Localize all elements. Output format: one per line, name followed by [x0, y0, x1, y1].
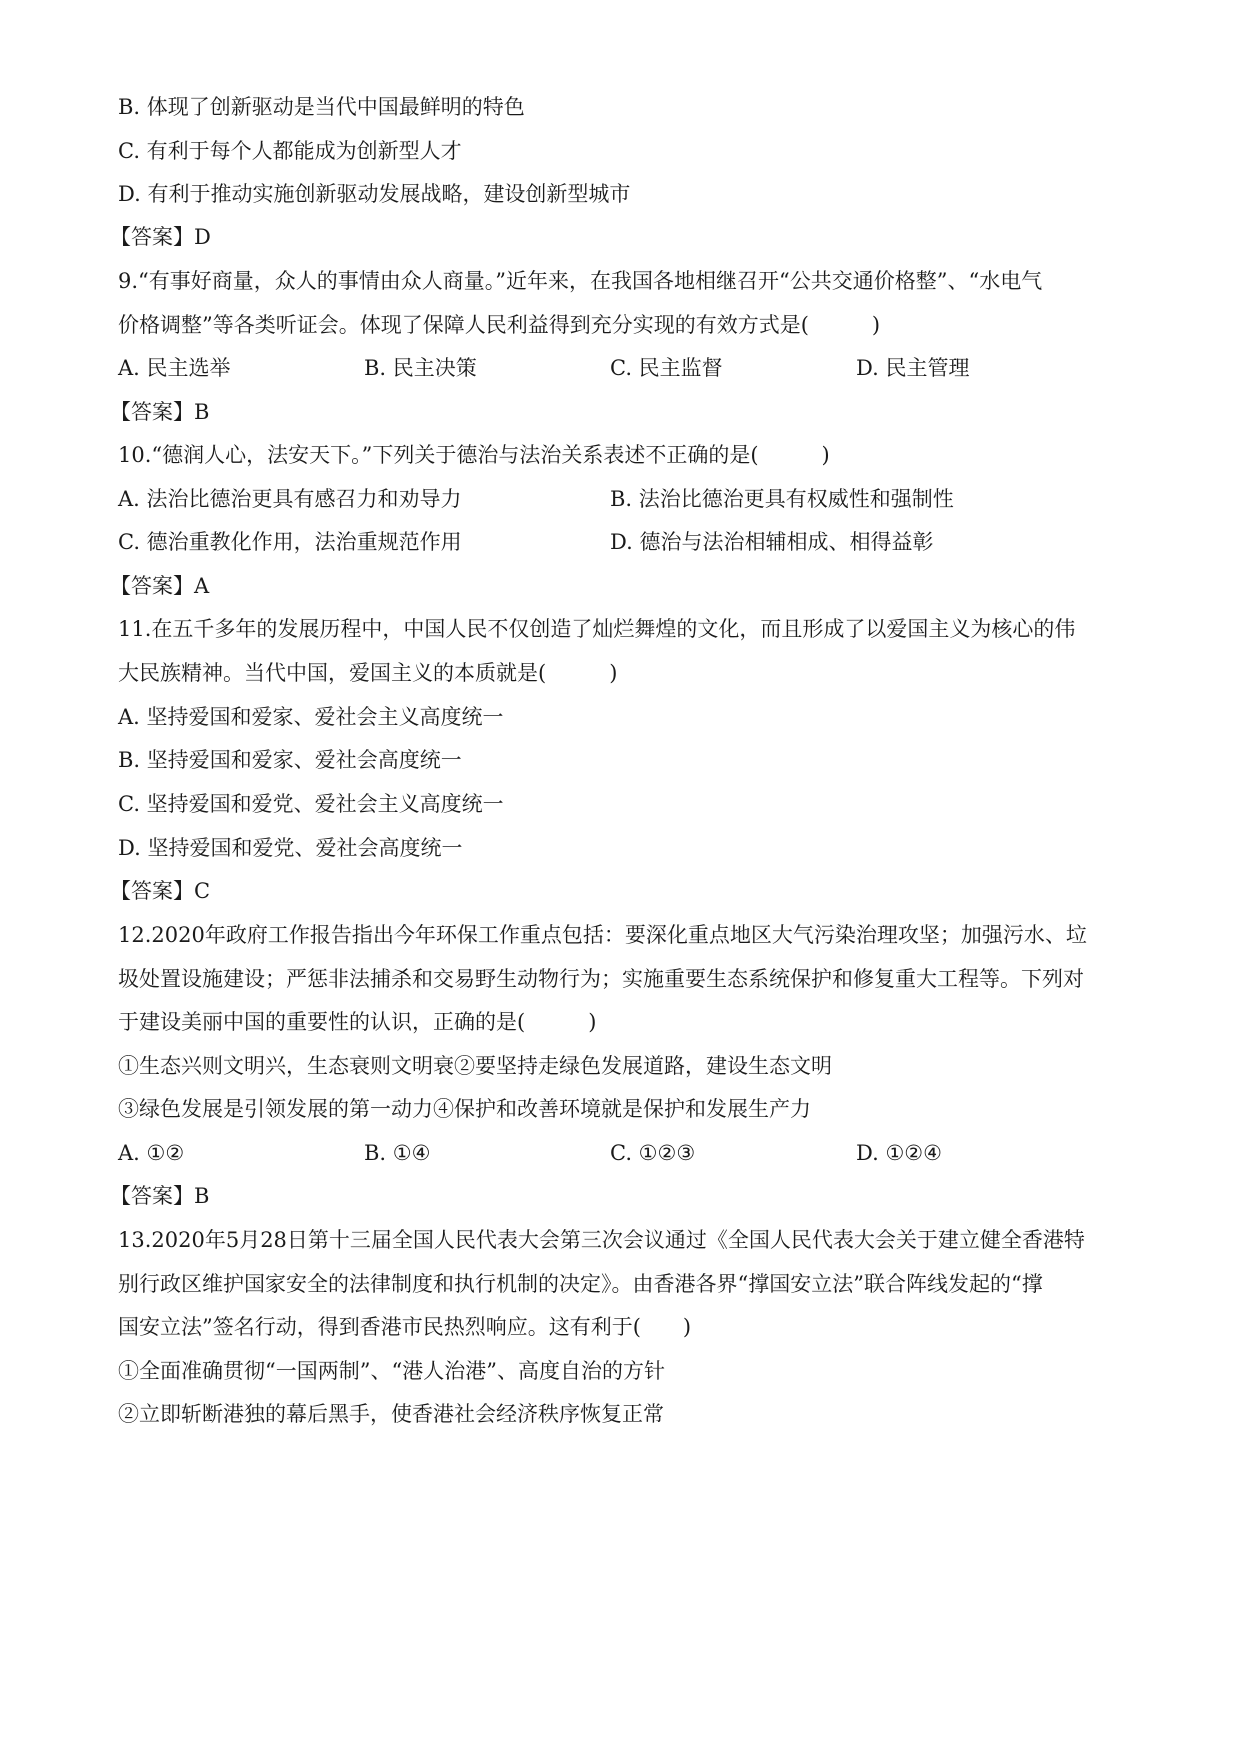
- q8-option-b: B. 体现了创新驱动是当代中国最鲜明的特色: [118, 95, 525, 119]
- q12-option-d: D. ①②④: [856, 1141, 942, 1165]
- q12-stem-line2: 圾处置设施建设；严惩非法捕杀和交易野生动物行为；实施重要生态系统保护和修复重大工程等。下列对: [118, 967, 1084, 991]
- q11-option-a: A. 坚持爱国和爱家、爱社会主义高度统一: [118, 705, 504, 729]
- q9-answer: 【答案】B: [110, 400, 210, 424]
- q12-option-b: B. ①④: [364, 1141, 431, 1165]
- q10-option-a: A. 法治比德治更具有感召力和劝导力: [118, 487, 462, 511]
- q11-option-d: D. 坚持爱国和爱党、爱社会高度统一: [118, 836, 463, 860]
- q9-stem-line1: 9.“有事好商量，众人的事情由众人商量。”近年来，在我国各地相继召开“公共交通价格整”、“水电气: [118, 269, 1043, 293]
- q9-option-d: D. 民主管理: [856, 356, 970, 380]
- q9-option-c: C. 民主监督: [610, 356, 723, 380]
- q11-stem-line2: 大民族精神。当代中国，爱国主义的本质就是( ): [118, 661, 618, 685]
- q11-option-c: C. 坚持爱国和爱党、爱社会主义高度统一: [118, 792, 504, 816]
- q12-stem-line1: 12.2020年政府工作报告指出今年环保工作重点包括：要深化重点地区大气污染治理攻坚；加强污水、垃: [118, 923, 1087, 947]
- q13-statement-line2: ②立即斩断港独的幕后黑手，使香港社会经济秩序恢复正常: [118, 1402, 664, 1426]
- q12-option-c: C. ①②③: [610, 1141, 696, 1165]
- q8-answer: 【答案】D: [110, 225, 211, 249]
- q8-option-c: C. 有利于每个人都能成为创新型人才: [118, 139, 462, 163]
- q12-answer: 【答案】B: [110, 1184, 210, 1208]
- q12-option-a: A. ①②: [118, 1141, 185, 1165]
- q10-stem-line1: 10.“德润人心，法安天下。”下列关于德治与法治关系表述不正确的是( ): [118, 443, 830, 467]
- q10-option-b: B. 法治比德治更具有权威性和强制性: [610, 487, 954, 511]
- q9-stem-line2: 价格调整”等各类听证会。体现了保障人民利益得到充分实现的有效方式是( ): [118, 313, 881, 337]
- q13-statement-line1: ①全面准确贯彻“一国两制”、“港人治港”、高度自治的方针: [118, 1359, 665, 1383]
- q13-stem-line1: 13.2020年5月28日第十三届全国人民代表大会第三次会议通过《全国人民代表大会关于建立健全香港特: [118, 1228, 1085, 1252]
- q10-option-d: D. 德治与法治相辅相成、相得益彰: [610, 530, 934, 554]
- q13-stem-line2: 别行政区维护国家安全的法律制度和执行机制的决定》。由香港各界“撑国安立法”联合阵线发起的“撑: [118, 1272, 1043, 1296]
- q11-stem-line1: 11.在五千多年的发展历程中，中国人民不仅创造了灿烂舞煌的文化，而且形成了以爱国主义为核心的伟: [118, 617, 1076, 641]
- q11-option-b: B. 坚持爱国和爱家、爱社会高度统一: [118, 748, 462, 772]
- q13-stem-line3: 国安立法”签名行动，得到香港市民热烈响应。这有利于( ): [118, 1315, 692, 1339]
- q10-answer: 【答案】A: [110, 574, 210, 598]
- q11-answer: 【答案】C: [110, 879, 211, 903]
- q9-option-a: A. 民主选举: [118, 356, 231, 380]
- q12-statement-line2: ③绿色发展是引领发展的第一动力④保护和改善环境就是保护和发展生产力: [118, 1097, 811, 1121]
- q12-statement-line1: ①生态兴则文明兴，生态衰则文明衰②要坚持走绿色发展道路，建设生态文明: [118, 1054, 832, 1078]
- q8-option-d: D. 有利于推动实施创新驱动发展战略，建设创新型城市: [118, 182, 631, 206]
- q9-option-b: B. 民主决策: [364, 356, 477, 380]
- q10-option-c: C. 德治重教化作用，法治重规范作用: [118, 530, 462, 554]
- q12-stem-line3: 于建设美丽中国的重要性的认识，正确的是( ): [118, 1010, 597, 1034]
